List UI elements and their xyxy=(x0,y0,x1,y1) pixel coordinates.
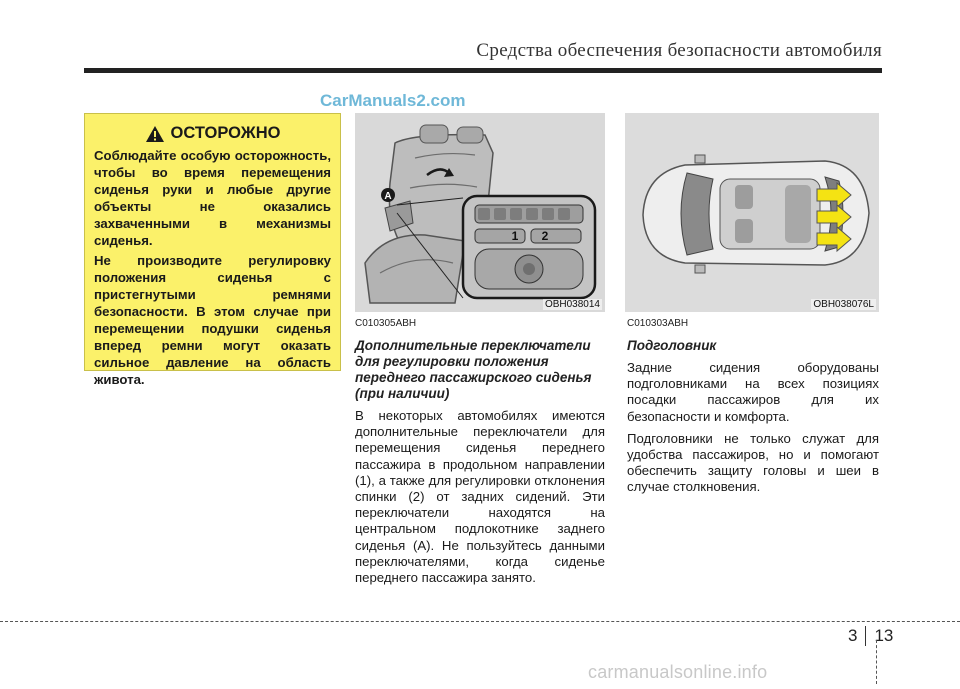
section-switches-body: В некоторых автомобилях имеются дополнительные переключатели для перемещения сиденья переднего пассажира в продольном направлении (1), а также для регулировки отклонения спинки (2) от задних сидений. Эти переключатели находятся на центральном подлокотнике заднего сиденья (A). Не пользуйтесь данными переключателями, когда сиденье переднего пассажира занято. xyxy=(355,408,605,586)
footer-rule xyxy=(0,621,960,622)
page-number xyxy=(848,626,893,646)
header-rule xyxy=(84,68,882,73)
section-switches xyxy=(355,318,605,592)
section-switches-title: Дополнительные переключатели для регулировки положения переднего пассажирского сиденья (при наличии) xyxy=(355,338,592,401)
label-1: 1 xyxy=(511,229,519,243)
crop-mark xyxy=(876,640,877,684)
figure-headrests-car xyxy=(625,113,879,312)
figure1-caption: OBH038014 xyxy=(544,299,600,310)
warning-box xyxy=(84,113,341,387)
label-2: 2 xyxy=(541,229,549,243)
warning-icon xyxy=(145,125,165,143)
section-switches-code: C010305ABH xyxy=(355,318,417,329)
label-a: A xyxy=(384,191,392,202)
section-headrest-paragraph-2: Подголовники не только служат для удобства пассажиров, но и помогают обеспечить защиту головы и шеи в случае столкновения. xyxy=(627,430,879,495)
watermark-bottom[interactable]: carmanualsonline.info xyxy=(588,662,768,682)
warning-title: ОСТОРОЖНО xyxy=(170,124,281,142)
page-num: 13 xyxy=(874,626,894,645)
page-divider xyxy=(865,626,866,646)
figure2-caption: OBH038076L xyxy=(813,299,874,310)
header-title: Средства обеспечения безопасности автомобиля xyxy=(476,40,882,61)
car-top-illustration xyxy=(625,113,879,312)
warning-paragraph-2: Не производите регулировку положения сиденья с пристегнутыми ремнями безопасности. В этом случае при перемещении подушки сиденья вперед ремни могут оказать сильное давление на область живота. xyxy=(94,253,331,387)
section-headrest-code: C010303ABH xyxy=(627,318,689,329)
warning-paragraph-1: Соблюдайте особую осторожность, чтобы во время перемещения сиденья руки и любые другие объекты не оказались захваченными в механизмы сиденья. xyxy=(94,148,331,248)
section-headrest-title: Подголовник xyxy=(627,338,717,353)
warning-title-row xyxy=(94,124,331,143)
section-headrest-paragraph-1: Задние сидения оборудованы подголовниками на всех позициях посадки пассажиров для их безопасности и комфорта. xyxy=(627,360,879,424)
section-headrest xyxy=(627,318,879,502)
page-chapter: 3 xyxy=(848,626,858,645)
figure-rear-seat-switches xyxy=(355,113,605,312)
watermark-top[interactable]: CarManuals2.com xyxy=(320,91,466,110)
rear-seat-illustration xyxy=(355,113,605,312)
